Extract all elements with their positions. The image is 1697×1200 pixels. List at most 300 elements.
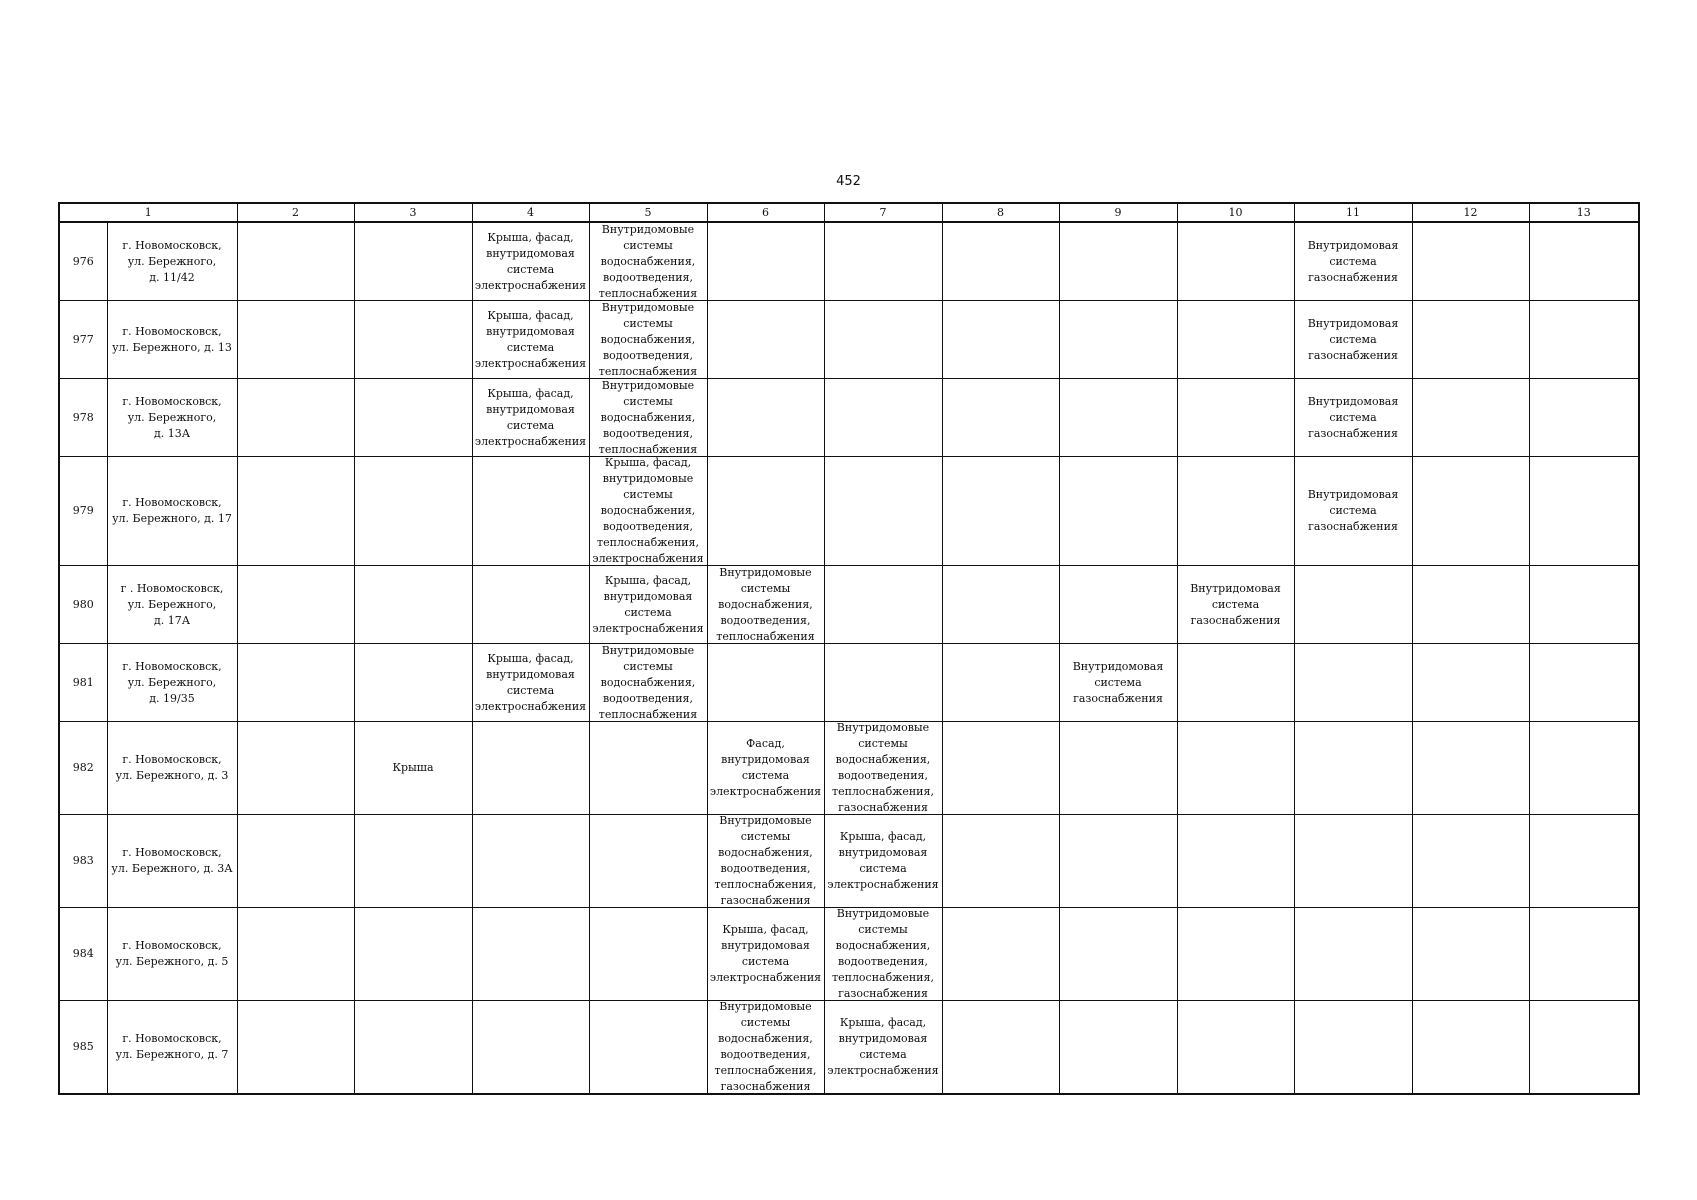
work-text: Крыша, фасад, внутридомовая система электроснабжения	[474, 386, 587, 448]
work-text	[1297, 1001, 1410, 1093]
work-text: Крыша, фасад, внутридомовая система электроснабжения	[474, 230, 587, 292]
column-header: 6	[707, 203, 824, 222]
work-text	[357, 1001, 470, 1093]
work-cell-9	[1059, 301, 1177, 379]
address-text: г. Новомосковск, ул. Бережного, д. 13А	[122, 394, 222, 440]
work-cell-9	[1059, 379, 1177, 457]
work-cell-13	[1529, 379, 1639, 457]
work-cell-7	[824, 815, 942, 908]
work-cell-4	[472, 457, 589, 566]
work-text	[240, 908, 352, 1000]
work-text	[240, 1001, 352, 1093]
work-cell-5	[589, 457, 707, 566]
work-text	[475, 1001, 587, 1093]
work-cell-7	[824, 722, 942, 815]
work-cell-4	[472, 815, 589, 908]
work-text	[1180, 815, 1292, 907]
work-cell-11	[1294, 566, 1412, 644]
table-row	[59, 222, 1639, 301]
work-text: Внутридомовые системы водоснабжения, водоотведения, теплоснабжения, газоснабжения	[714, 1001, 817, 1093]
work-cell-2	[237, 566, 354, 644]
work-text	[592, 722, 705, 814]
work-text	[357, 566, 470, 643]
work-text	[1532, 1001, 1637, 1093]
work-cell-8	[942, 222, 1059, 301]
work-text	[945, 644, 1057, 721]
work-cell-8	[942, 908, 1059, 1001]
work-cell-11	[1294, 222, 1412, 301]
work-text	[1180, 457, 1292, 565]
work-text	[240, 566, 352, 643]
work-text	[357, 908, 470, 1000]
row-number: 980	[72, 597, 94, 611]
work-cell-2	[237, 1001, 354, 1095]
work-cell-4	[472, 379, 589, 457]
work-text	[240, 457, 352, 565]
table-row	[59, 379, 1639, 457]
work-text	[475, 908, 587, 1000]
work-cell-13	[1529, 908, 1639, 1001]
column-header: 9	[1059, 203, 1177, 222]
repair-schedule-table	[58, 202, 1640, 1095]
work-cell-5	[589, 644, 707, 722]
work-text	[357, 379, 470, 456]
table-row	[59, 457, 1639, 566]
address-text: г. Новомосковск, ул. Бережного, д. 7	[115, 1032, 229, 1061]
work-cell-12	[1412, 457, 1529, 566]
column-header: 13	[1529, 203, 1639, 222]
table-body	[59, 222, 1639, 1094]
table-row	[59, 815, 1639, 908]
work-cell-12	[1412, 644, 1529, 722]
work-text: Внутридомовые системы водоснабжения, водоотведения, теплоснабжения	[598, 379, 698, 456]
address-cell	[107, 301, 237, 379]
work-cell-4	[472, 644, 589, 722]
work-text	[1062, 908, 1175, 1000]
work-cell-2	[237, 222, 354, 301]
work-cell-6	[707, 457, 824, 566]
work-text	[710, 457, 822, 565]
work-text	[592, 1001, 705, 1093]
work-text	[1297, 815, 1410, 907]
table-row	[59, 908, 1639, 1001]
row-number: 982	[72, 761, 94, 774]
work-text: Внутридомовые системы водоснабжения, водоотведения, теплоснабжения, газоснабжения	[832, 908, 934, 1000]
work-cell-11	[1294, 457, 1412, 566]
work-cell-3	[354, 1001, 472, 1095]
work-cell-2	[237, 379, 354, 457]
address-cell	[107, 722, 237, 815]
work-cell-11	[1294, 644, 1412, 722]
column-header: 11	[1294, 203, 1412, 222]
work-text	[240, 722, 352, 814]
work-cell-13	[1529, 815, 1639, 908]
address-cell	[107, 566, 237, 644]
page-number: 452	[836, 174, 861, 189]
work-cell-3	[354, 722, 472, 815]
work-text	[1532, 644, 1637, 721]
row-number-cell	[59, 644, 107, 722]
work-text: Внутридомовые системы водоснабжения, водоотведения, теплоснабжения, газоснабжения	[714, 815, 817, 907]
work-cell-4	[472, 908, 589, 1001]
row-number: 984	[72, 947, 94, 960]
work-text	[1532, 815, 1637, 907]
work-text	[1062, 223, 1175, 300]
table-row	[59, 1001, 1639, 1095]
work-text: Крыша, фасад, внутридомовая система электроснабжения	[709, 923, 822, 984]
work-text	[240, 379, 352, 456]
work-cell-8	[942, 301, 1059, 379]
work-text: Крыша, фасад, внутридомовая система электроснабжения	[592, 573, 704, 635]
work-cell-13	[1529, 644, 1639, 722]
work-cell-6	[707, 815, 824, 908]
column-header: 8	[942, 203, 1059, 222]
work-cell-10	[1177, 379, 1294, 457]
work-text	[1415, 301, 1527, 378]
address-cell	[107, 815, 237, 908]
work-text	[240, 301, 352, 378]
work-cell-7	[824, 457, 942, 566]
row-number-cell	[59, 566, 107, 644]
work-text	[1415, 722, 1527, 814]
work-cell-3	[354, 908, 472, 1001]
work-text	[827, 644, 940, 721]
row-number-cell	[59, 815, 107, 908]
address-text: г. Новомосковск, ул. Бережного, д. 3А	[111, 846, 233, 875]
work-cell-5	[589, 379, 707, 457]
work-text	[710, 379, 822, 456]
work-text: Внутридомовая система газоснабжения	[1307, 488, 1399, 533]
address-text: г. Новомосковск, ул. Бережного, д. 3	[115, 753, 229, 782]
row-number: 976	[72, 254, 94, 268]
row-number-cell	[59, 301, 107, 379]
work-cell-12	[1412, 379, 1529, 457]
work-cell-8	[942, 566, 1059, 644]
work-text	[1415, 644, 1527, 721]
work-cell-6	[707, 1001, 824, 1095]
row-number-cell	[59, 457, 107, 566]
work-text: Внутридомовые системы водоснабжения, водоотведения, теплоснабжения	[598, 301, 698, 378]
work-cell-12	[1412, 566, 1529, 644]
work-text: Крыша, фасад, внутридомовая система электроснабжения	[827, 1016, 939, 1077]
work-text	[357, 223, 470, 300]
work-cell-12	[1412, 1001, 1529, 1095]
work-cell-2	[237, 722, 354, 815]
work-text	[1062, 457, 1175, 565]
address-cell	[107, 222, 237, 301]
work-cell-9	[1059, 908, 1177, 1001]
row-number: 979	[72, 504, 94, 517]
work-text	[1180, 1001, 1292, 1093]
address-cell	[107, 1001, 237, 1095]
work-cell-10	[1177, 908, 1294, 1001]
work-cell-12	[1412, 908, 1529, 1001]
work-cell-8	[942, 379, 1059, 457]
work-text	[1415, 815, 1527, 907]
work-cell-11	[1294, 301, 1412, 379]
work-cell-11	[1294, 908, 1412, 1001]
work-cell-2	[237, 815, 354, 908]
address-text: г. Новомосковск, ул. Бережного, д. 17	[112, 496, 232, 525]
work-text: Внутридомовая система газоснабжения	[1072, 659, 1164, 705]
work-text: Крыша, фасад, внутридомовая система электроснабжения	[827, 830, 939, 891]
work-text: Крыша	[392, 761, 434, 774]
work-text	[945, 815, 1057, 907]
work-cell-6	[707, 908, 824, 1001]
work-cell-2	[237, 457, 354, 566]
row-number-cell	[59, 722, 107, 815]
address-text: г. Новомосковск, ул. Бережного, д. 19/35	[122, 659, 222, 705]
work-cell-3	[354, 379, 472, 457]
work-cell-13	[1529, 722, 1639, 815]
address-text: г . Новомосковск, ул. Бережного, д. 17А	[120, 581, 224, 627]
work-text	[945, 301, 1057, 378]
work-text	[1532, 301, 1637, 378]
work-cell-4	[472, 301, 589, 379]
work-cell-8	[942, 1001, 1059, 1095]
work-text	[1532, 457, 1637, 565]
work-text	[357, 815, 470, 907]
work-text	[710, 223, 822, 300]
work-cell-13	[1529, 457, 1639, 566]
work-cell-2	[237, 301, 354, 379]
work-cell-4	[472, 722, 589, 815]
work-cell-3	[354, 457, 472, 566]
work-text	[240, 815, 352, 907]
work-text	[1180, 223, 1292, 300]
work-cell-13	[1529, 222, 1639, 301]
work-cell-4	[472, 222, 589, 301]
work-text	[1415, 379, 1527, 456]
work-cell-7	[824, 644, 942, 722]
work-text	[945, 457, 1057, 565]
work-cell-7	[824, 908, 942, 1001]
work-cell-10	[1177, 222, 1294, 301]
work-cell-10	[1177, 301, 1294, 379]
work-cell-10	[1177, 815, 1294, 908]
work-text	[357, 644, 470, 721]
work-cell-8	[942, 644, 1059, 722]
work-text	[710, 644, 822, 721]
table-row	[59, 722, 1639, 815]
work-cell-7	[824, 301, 942, 379]
work-text	[1532, 223, 1637, 300]
work-cell-5	[589, 1001, 707, 1095]
work-text	[475, 815, 587, 907]
row-number: 983	[72, 854, 94, 867]
work-cell-6	[707, 722, 824, 815]
row-number-cell	[59, 1001, 107, 1095]
work-text: Внутридомовая система газоснабжения	[1307, 238, 1399, 284]
work-cell-9	[1059, 1001, 1177, 1095]
address-text: г. Новомосковск, ул. Бережного, д. 5	[115, 939, 229, 968]
table-row	[59, 301, 1639, 379]
work-text	[1062, 1001, 1175, 1093]
column-header: 2	[237, 203, 354, 222]
work-text	[1062, 301, 1175, 378]
work-cell-6	[707, 566, 824, 644]
work-cell-13	[1529, 566, 1639, 644]
work-text	[1532, 722, 1637, 814]
row-number-cell	[59, 379, 107, 457]
column-number-row	[59, 203, 1639, 222]
work-cell-6	[707, 644, 824, 722]
column-header: 1	[59, 203, 237, 222]
work-cell-6	[707, 222, 824, 301]
work-text	[1415, 223, 1527, 300]
work-text	[475, 722, 587, 814]
work-text	[1062, 815, 1175, 907]
table-row	[59, 566, 1639, 644]
work-text	[827, 566, 940, 643]
work-text: Внутридомовая система газоснабжения	[1190, 581, 1281, 627]
work-cell-9	[1059, 457, 1177, 566]
work-text	[945, 379, 1057, 456]
work-cell-3	[354, 815, 472, 908]
row-number: 985	[72, 1040, 94, 1053]
work-cell-3	[354, 222, 472, 301]
work-text	[945, 722, 1057, 814]
work-cell-5	[589, 815, 707, 908]
work-cell-4	[472, 1001, 589, 1095]
work-text	[1532, 908, 1637, 1000]
work-text	[1297, 908, 1410, 1000]
work-cell-10	[1177, 1001, 1294, 1095]
address-cell	[107, 379, 237, 457]
work-text	[827, 223, 940, 300]
work-cell-13	[1529, 1001, 1639, 1095]
row-number: 981	[72, 675, 94, 689]
row-number: 977	[72, 332, 94, 346]
work-text: Фасад, внутридомовая система электроснабжения	[709, 737, 822, 798]
work-text: Внутридомовая система газоснабжения	[1307, 394, 1399, 440]
column-header: 4	[472, 203, 589, 222]
work-text	[592, 815, 705, 907]
work-cell-3	[354, 301, 472, 379]
work-cell-10	[1177, 457, 1294, 566]
work-text: Внутридомовые системы водоснабжения, водоотведения, теплоснабжения	[716, 566, 815, 643]
work-cell-7	[824, 379, 942, 457]
work-cell-9	[1059, 222, 1177, 301]
row-number-cell	[59, 908, 107, 1001]
work-cell-2	[237, 908, 354, 1001]
work-cell-8	[942, 722, 1059, 815]
work-text	[475, 457, 587, 565]
work-text	[710, 301, 822, 378]
work-text	[1297, 722, 1410, 814]
column-header: 7	[824, 203, 942, 222]
work-text	[357, 301, 470, 378]
work-cell-10	[1177, 644, 1294, 722]
work-text	[240, 223, 352, 300]
work-text	[945, 908, 1057, 1000]
work-cell-11	[1294, 379, 1412, 457]
work-cell-12	[1412, 815, 1529, 908]
work-cell-4	[472, 566, 589, 644]
work-text	[357, 457, 470, 565]
work-text: Внутридомовая система газоснабжения	[1307, 316, 1399, 362]
work-text	[1532, 379, 1637, 456]
column-header: 10	[1177, 203, 1294, 222]
work-text	[1180, 301, 1292, 378]
work-text	[1297, 644, 1410, 721]
work-cell-7	[824, 222, 942, 301]
work-cell-5	[589, 908, 707, 1001]
work-text: Крыша, фасад, внутридомовая система электроснабжения	[474, 308, 587, 370]
column-header: 5	[589, 203, 707, 222]
address-cell	[107, 457, 237, 566]
work-cell-10	[1177, 566, 1294, 644]
work-cell-5	[589, 222, 707, 301]
column-header: 12	[1412, 203, 1529, 222]
work-cell-13	[1529, 301, 1639, 379]
work-cell-11	[1294, 815, 1412, 908]
table-row	[59, 644, 1639, 722]
address-cell	[107, 644, 237, 722]
work-text	[945, 1001, 1057, 1093]
work-cell-5	[589, 301, 707, 379]
address-text: г. Новомосковск, ул. Бережного, д. 11/42	[122, 238, 222, 284]
work-text	[1415, 566, 1527, 643]
work-text	[1062, 566, 1175, 643]
work-cell-12	[1412, 222, 1529, 301]
work-text	[475, 566, 587, 643]
work-cell-6	[707, 301, 824, 379]
row-number: 978	[72, 410, 94, 424]
work-cell-6	[707, 379, 824, 457]
work-cell-2	[237, 644, 354, 722]
address-cell	[107, 908, 237, 1001]
work-cell-9	[1059, 815, 1177, 908]
work-text	[1415, 908, 1527, 1000]
work-cell-5	[589, 566, 707, 644]
work-text	[945, 566, 1057, 643]
work-cell-11	[1294, 1001, 1412, 1095]
work-cell-7	[824, 1001, 942, 1095]
work-cell-9	[1059, 644, 1177, 722]
work-text	[1415, 457, 1527, 565]
work-cell-7	[824, 566, 942, 644]
work-text: Крыша, фасад, внутридомовые системы водоснабжения, водоотведения, теплоснабжения, электроснабжения	[592, 457, 704, 565]
work-text	[1062, 722, 1175, 814]
work-text	[1297, 566, 1410, 643]
row-number-cell	[59, 222, 107, 301]
work-text	[1180, 908, 1292, 1000]
address-text: г. Новомосковск, ул. Бережного, д. 13	[112, 324, 232, 354]
work-text	[1180, 644, 1292, 721]
work-cell-5	[589, 722, 707, 815]
work-cell-12	[1412, 722, 1529, 815]
work-cell-10	[1177, 722, 1294, 815]
work-text	[827, 379, 940, 456]
work-text: Внутридомовые системы водоснабжения, водоотведения, теплоснабжения	[598, 223, 698, 300]
work-cell-11	[1294, 722, 1412, 815]
work-cell-3	[354, 644, 472, 722]
work-cell-9	[1059, 722, 1177, 815]
column-header: 3	[354, 203, 472, 222]
work-cell-3	[354, 566, 472, 644]
work-text	[827, 301, 940, 378]
work-text: Внутридомовые системы водоснабжения, водоотведения, теплоснабжения	[598, 644, 698, 721]
work-text	[1180, 722, 1292, 814]
work-text	[1180, 379, 1292, 456]
work-text	[827, 457, 940, 565]
work-text	[592, 908, 705, 1000]
work-cell-9	[1059, 566, 1177, 644]
work-text	[1532, 566, 1637, 643]
work-text	[240, 644, 352, 721]
work-cell-12	[1412, 301, 1529, 379]
